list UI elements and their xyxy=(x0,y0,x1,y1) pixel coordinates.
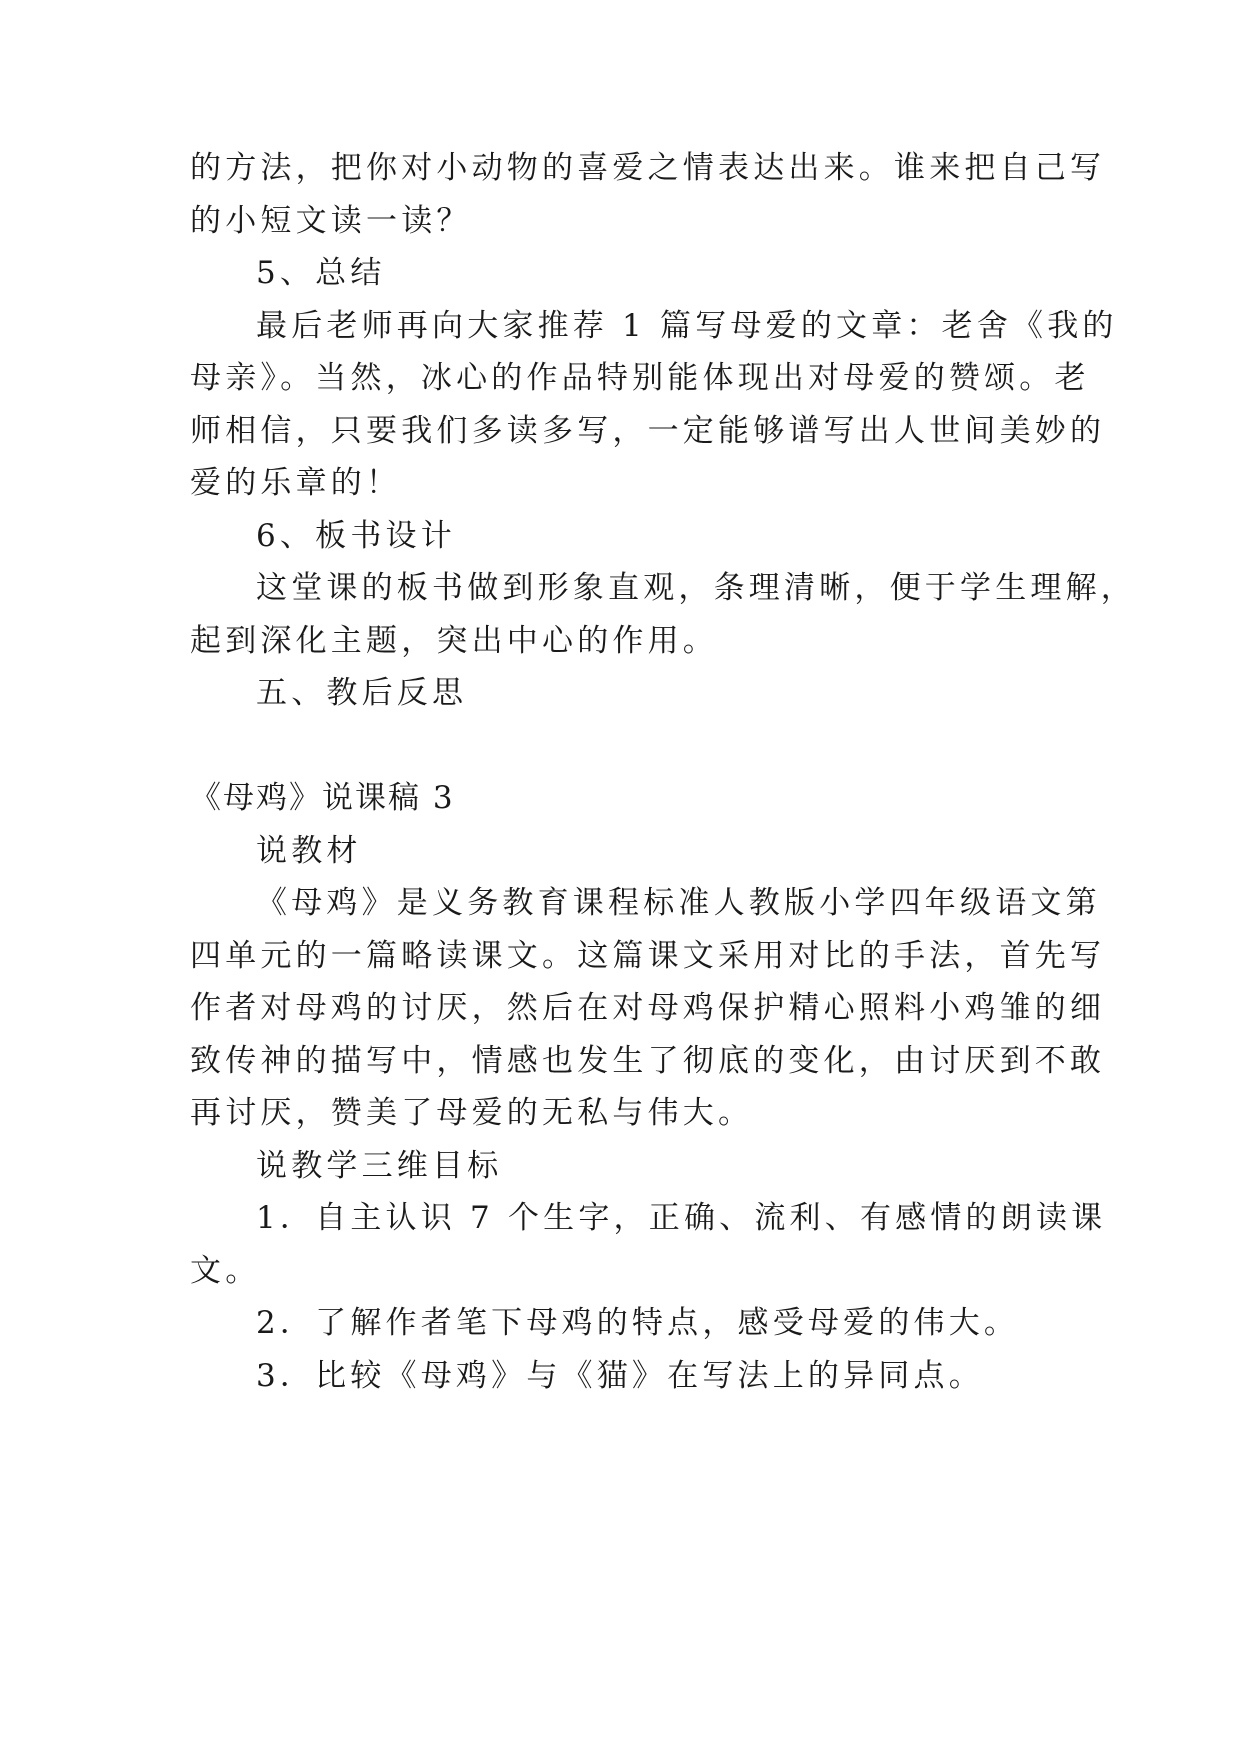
text-line: 的方法，把你对小动物的喜爱之情表达出来。谁来把自己写 xyxy=(190,150,1106,186)
text-line: 母亲》。当然，冰心的作品特别能体现出对母爱的赞颂。老 xyxy=(190,360,1090,396)
section-heading: 五、教后反思 xyxy=(256,675,468,711)
text-line: 起到深化主题，突出中心的作用。 xyxy=(190,623,718,659)
text-line: 爱的乐章的！ xyxy=(190,465,402,501)
section-heading: 6、板书设计 xyxy=(256,518,456,554)
section-heading: 说教材 xyxy=(256,833,362,869)
text-line: 四单元的一篇略读课文。这篇课文采用对比的手法，首先写 xyxy=(190,938,1106,974)
text-line: 文。 xyxy=(190,1253,261,1289)
section-heading: 5、总结 xyxy=(256,255,386,291)
text-line: 的小短文读一读？ xyxy=(190,203,472,239)
text-line: 致传神的描写中，情感也发生了彻底的变化，由讨厌到不敢 xyxy=(190,1043,1106,1079)
list-item: 2．了解作者笔下母鸡的特点，感受母爱的伟大。 xyxy=(256,1305,1020,1341)
text-line: 最后老师再向大家推荐 1 篇写母爱的文章：老舍《我的 xyxy=(256,308,1118,344)
list-item: 1．自主认识 7 个生字，正确、流利、有感情的朗读课 xyxy=(256,1200,1107,1236)
text-line: 《母鸡》是义务教育课程标准人教版小学四年级语文第 xyxy=(256,885,1101,921)
text-line: 这堂课的板书做到形象直观，条理清晰，便于学生理解， xyxy=(256,570,1136,606)
text-line: 再讨厌，赞美了母爱的无私与伟大。 xyxy=(190,1095,754,1131)
text-line: 师相信，只要我们多读多写，一定能够谱写出人世间美妙的 xyxy=(190,413,1106,449)
text-line: 作者对母鸡的讨厌，然后在对母鸡保护精心照料小鸡雏的细 xyxy=(190,990,1106,1026)
document-title: 《母鸡》说课稿 3 xyxy=(190,780,455,816)
section-heading: 说教学三维目标 xyxy=(256,1148,503,1184)
list-item: 3．比较《母鸡》与《猫》在写法上的异同点。 xyxy=(256,1358,984,1394)
